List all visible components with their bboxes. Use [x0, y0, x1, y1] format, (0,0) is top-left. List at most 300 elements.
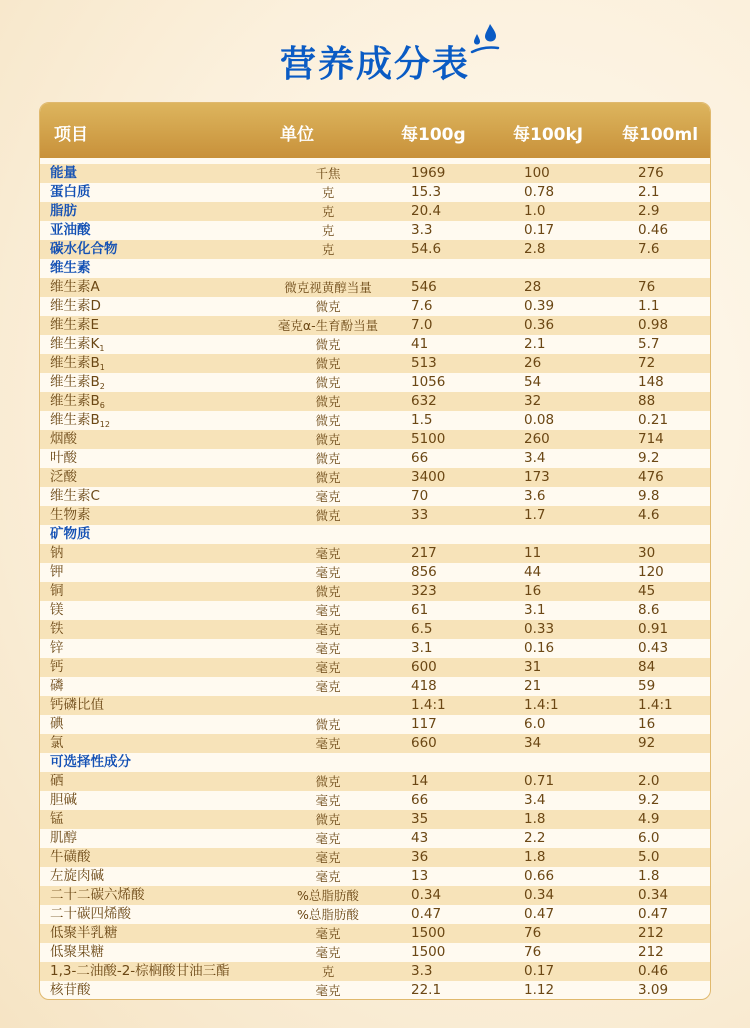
- unit-cell: 毫克: [315, 679, 341, 694]
- per100g-cell: 13: [411, 868, 429, 884]
- per100kj-cell: 44: [524, 564, 542, 580]
- per100ml-cell: 6.0: [638, 830, 660, 846]
- per100ml-cell: 5.0: [638, 849, 660, 865]
- per100g-cell: 600: [411, 659, 437, 675]
- per100g-cell: 1.4:1: [411, 697, 446, 713]
- table-header: [40, 103, 711, 158]
- nutrient-name-text: 矿物质: [50, 526, 91, 542]
- per100kj-cell: 1.7: [524, 507, 546, 523]
- page-title-text: 营养成分表: [279, 44, 470, 85]
- per100kj-cell: 0.17: [524, 222, 555, 238]
- table-body: [40, 164, 711, 1000]
- unit-cell: 毫克: [315, 736, 341, 751]
- per100ml-cell: 476: [638, 469, 664, 485]
- nutrient-subscript: 1: [99, 344, 105, 353]
- nutrient-name-text: 牛磺酸: [50, 849, 91, 865]
- nutrient-name-text: 泛酸: [50, 469, 77, 485]
- unit-cell: 毫克: [315, 793, 341, 808]
- table-row: [40, 791, 711, 810]
- per100g-cell: 418: [411, 678, 437, 694]
- nutrient-name-text: 维生素C: [50, 488, 100, 504]
- nutrient-name: [50, 810, 64, 829]
- nutrient-name: [50, 316, 99, 335]
- per100ml-cell: 0.91: [638, 621, 669, 637]
- table-row: [40, 202, 711, 221]
- per100g-cell: 856: [411, 564, 437, 580]
- per100g-cell: 3400: [411, 469, 446, 485]
- per100kj-cell: 173: [524, 469, 550, 485]
- per100g-cell: 61: [411, 602, 429, 618]
- nutrient-name: [50, 791, 77, 810]
- nutrient-name-text: 钙: [50, 659, 64, 675]
- nutrient-name-text: 镁: [50, 602, 64, 618]
- nutrient-name: [50, 525, 91, 544]
- unit-cell: 毫克: [315, 926, 341, 941]
- nutrient-name: [50, 297, 101, 316]
- section-row: [40, 259, 711, 278]
- unit-cell: 微克: [315, 584, 341, 599]
- table-row: [40, 183, 711, 202]
- per100ml-cell: 0.47: [638, 906, 669, 922]
- per100kj-cell: 1.8: [524, 849, 546, 865]
- per100kj-cell: 1.0: [524, 203, 546, 219]
- nutrient-name: [50, 544, 64, 563]
- table-row: [40, 886, 711, 905]
- nutrient-name: [50, 943, 104, 962]
- unit-cell: 毫克: [315, 660, 341, 675]
- table-row: [40, 696, 711, 715]
- per100ml-cell: 3.09: [638, 982, 669, 998]
- per100g-cell: 6.5: [411, 621, 433, 637]
- nutrient-name-text: 磷: [50, 678, 64, 694]
- per100ml-cell: 0.46: [638, 222, 669, 238]
- nutrient-name-text: 核苷酸: [50, 982, 91, 998]
- nutrient-name: [50, 639, 64, 658]
- per100ml-cell: 84: [638, 659, 656, 675]
- per100ml-cell: 9.8: [638, 488, 660, 504]
- table-row: [40, 943, 711, 962]
- table-row: [40, 240, 711, 259]
- unit-cell: 微克: [315, 337, 341, 352]
- nutrient-name-text: 锰: [50, 811, 64, 827]
- per100kj-cell: 76: [524, 944, 542, 960]
- nutrient-name: [50, 278, 100, 297]
- per100ml-cell: 0.21: [638, 412, 669, 428]
- per100ml-cell: 72: [638, 355, 656, 371]
- nutrient-name: [50, 259, 91, 278]
- nutrient-name-text: 维生素D: [50, 298, 101, 314]
- per100g-cell: 20.4: [411, 203, 442, 219]
- nutrient-name-text: 维生素B: [50, 374, 100, 390]
- per100ml-cell: 212: [638, 925, 664, 941]
- nutrient-name: [50, 392, 105, 411]
- unit-cell: 千焦: [315, 166, 341, 181]
- unit-cell: 微克: [315, 356, 341, 371]
- nutrient-name-text: 可选择性成分: [50, 754, 131, 770]
- unit-cell: 毫克: [315, 622, 341, 637]
- per100kj-cell: 2.8: [524, 241, 546, 257]
- nutrient-name: [50, 715, 64, 734]
- per100g-cell: 5100: [411, 431, 446, 447]
- table-row: [40, 601, 711, 620]
- per100ml-cell: 1.8: [638, 868, 660, 884]
- unit-cell: 克: [321, 964, 335, 979]
- per100ml-cell: 88: [638, 393, 656, 409]
- nutrient-name: [50, 620, 64, 639]
- per100g-cell: 36: [411, 849, 429, 865]
- nutrient-name: [50, 240, 118, 259]
- unit-cell: 微克: [315, 375, 341, 390]
- table-row: [40, 848, 711, 867]
- per100kj-cell: 0.39: [524, 298, 555, 314]
- per100kj-cell: 0.71: [524, 773, 555, 789]
- unit-cell: 毫克: [315, 850, 341, 865]
- nutrient-name-text: 钾: [50, 564, 64, 580]
- per100kj-cell: 34: [524, 735, 542, 751]
- per100g-cell: 1.5: [411, 412, 433, 428]
- table-row: [40, 449, 711, 468]
- nutrient-name: [50, 886, 145, 905]
- per100g-cell: 1969: [411, 165, 446, 181]
- nutrient-subscript: 1: [99, 363, 105, 372]
- table-row: [40, 639, 711, 658]
- nutrient-name: [50, 449, 77, 468]
- header-unit: 单位: [280, 125, 314, 145]
- unit-cell: 毫克: [315, 641, 341, 656]
- nutrient-name-text: 亚油酸: [50, 222, 91, 238]
- per100g-cell: 323: [411, 583, 437, 599]
- unit-cell: 克: [321, 204, 335, 219]
- per100kj-cell: 3.1: [524, 602, 546, 618]
- per100ml-cell: 45: [638, 583, 656, 599]
- table-row: [40, 620, 711, 639]
- nutrient-name-text: 左旋肉碱: [50, 868, 104, 884]
- nutrient-name-text: 生物素: [50, 507, 91, 523]
- nutrient-name-text: 钙磷比值: [50, 697, 104, 713]
- per100g-cell: 513: [411, 355, 437, 371]
- per100kj-cell: 3.4: [524, 792, 546, 808]
- per100kj-cell: 2.2: [524, 830, 546, 846]
- nutrient-name-text: 碘: [50, 716, 64, 732]
- nutrient-name: [50, 924, 118, 943]
- nutrient-name-text: 1,3-二油酸-2-棕榈酸甘油三酯: [50, 963, 230, 979]
- per100kj-cell: 2.1: [524, 336, 546, 352]
- per100ml-cell: 0.98: [638, 317, 669, 333]
- table-row: [40, 297, 711, 316]
- per100g-cell: 14: [411, 773, 429, 789]
- nutrient-name-text: 维生素B: [50, 355, 100, 371]
- unit-cell: 毫克: [315, 869, 341, 884]
- per100g-cell: 3.3: [411, 963, 433, 979]
- per100kj-cell: 1.12: [524, 982, 555, 998]
- nutrient-name: [50, 867, 104, 886]
- table-row: [40, 582, 711, 601]
- per100ml-cell: 30: [638, 545, 656, 561]
- per100g-cell: 3.1: [411, 640, 433, 656]
- nutrient-name: [50, 734, 64, 753]
- table-row: [40, 962, 711, 981]
- nutrient-name-text: 低聚果糖: [50, 944, 104, 960]
- per100ml-cell: 2.9: [638, 203, 660, 219]
- nutrient-name-text: 肌醇: [50, 830, 77, 846]
- nutrient-name: [50, 354, 105, 373]
- nutrient-name-text: 维生素E: [50, 317, 100, 333]
- title-area: [0, 36, 750, 87]
- nutrient-name: [50, 962, 230, 981]
- unit-cell: 克: [321, 223, 335, 238]
- per100ml-cell: 276: [638, 165, 664, 181]
- nutrient-name-text: 胆碱: [50, 792, 77, 808]
- table-row: [40, 335, 711, 354]
- per100ml-cell: 4.6: [638, 507, 660, 523]
- nutrient-name-text: 二十碳四烯酸: [50, 906, 131, 922]
- per100kj-cell: 100: [524, 165, 550, 181]
- per100kj-cell: 31: [524, 659, 542, 675]
- nutrient-name-text: 维生素K: [50, 336, 100, 352]
- per100ml-cell: 76: [638, 279, 656, 295]
- per100kj-cell: 0.36: [524, 317, 555, 333]
- table-row: [40, 981, 711, 1000]
- nutrient-name: [50, 696, 104, 715]
- nutrient-name-text: 二十二碳六烯酸: [50, 887, 145, 903]
- page-title: [280, 36, 470, 87]
- unit-cell: 微克: [315, 451, 341, 466]
- per100kj-cell: 0.47: [524, 906, 555, 922]
- nutrient-name: [50, 563, 64, 582]
- table-row: [40, 810, 711, 829]
- per100g-cell: 66: [411, 450, 429, 466]
- per100kj-cell: 3.4: [524, 450, 546, 466]
- nutrient-name: [50, 411, 110, 430]
- table-row: [40, 411, 711, 430]
- nutrient-name-text: 烟酸: [50, 431, 77, 447]
- nutrient-name: [50, 582, 64, 601]
- nutrient-name-text: 蛋白质: [50, 184, 91, 200]
- header-per100g: 每100g: [401, 125, 466, 145]
- per100g-cell: 54.6: [411, 241, 442, 257]
- table-row: [40, 867, 711, 886]
- per100kj-cell: 0.66: [524, 868, 555, 884]
- unit-cell: 毫克: [315, 546, 341, 561]
- table-row: [40, 164, 711, 183]
- nutrient-name-text: 氯: [50, 735, 64, 751]
- per100ml-cell: 0.34: [638, 887, 669, 903]
- nutrient-name-text: 碳水化合物: [50, 241, 118, 257]
- nutrient-name: [50, 601, 64, 620]
- nutrient-name-text: 维生素A: [50, 279, 100, 295]
- nutrient-name-text: 锌: [50, 640, 64, 656]
- per100g-cell: 632: [411, 393, 437, 409]
- table-row: [40, 487, 711, 506]
- per100g-cell: 33: [411, 507, 429, 523]
- nutrient-name: [50, 430, 77, 449]
- table-row: [40, 544, 711, 563]
- table-row: [40, 658, 711, 677]
- per100g-cell: 0.47: [411, 906, 442, 922]
- per100g-cell: 1500: [411, 925, 446, 941]
- per100kj-cell: 6.0: [524, 716, 546, 732]
- table-row: [40, 829, 711, 848]
- unit-cell: 毫克: [315, 983, 341, 998]
- per100g-cell: 546: [411, 279, 437, 295]
- unit-cell: 微克: [315, 508, 341, 523]
- table-row: [40, 354, 711, 373]
- nutrient-name-text: 维生素B: [50, 412, 100, 428]
- nutrient-name-text: 维生素B: [50, 393, 100, 409]
- nutrient-name-text: 铁: [50, 621, 64, 637]
- header-per100ml: 每100ml: [622, 125, 699, 145]
- nutrient-name-text: 硒: [50, 773, 64, 789]
- per100g-cell: 217: [411, 545, 437, 561]
- per100g-cell: 70: [411, 488, 429, 504]
- per100ml-cell: 9.2: [638, 792, 660, 808]
- unit-cell: 克: [321, 185, 335, 200]
- unit-cell: 毫克: [315, 603, 341, 618]
- per100ml-cell: 0.46: [638, 963, 669, 979]
- nutrient-name: [50, 981, 91, 1000]
- section-row: [40, 525, 711, 544]
- table-row: [40, 316, 711, 335]
- unit-cell: 克: [321, 242, 335, 257]
- per100ml-cell: 148: [638, 374, 664, 390]
- per100ml-cell: 9.2: [638, 450, 660, 466]
- nutrient-name: [50, 202, 77, 221]
- per100g-cell: 0.34: [411, 887, 442, 903]
- unit-cell: 毫克: [315, 565, 341, 580]
- nutrient-name: [50, 506, 91, 525]
- unit-cell: 毫克α-生育酚当量: [277, 318, 379, 333]
- nutrient-name-text: 低聚半乳糖: [50, 925, 118, 941]
- unit-cell: 微克视黄醇当量: [284, 280, 372, 295]
- water-splash-icon: [468, 22, 502, 56]
- unit-cell: 毫克: [315, 831, 341, 846]
- table-row: [40, 468, 711, 487]
- per100kj-cell: 21: [524, 678, 542, 694]
- per100g-cell: 1500: [411, 944, 446, 960]
- table-row: [40, 772, 711, 791]
- per100kj-cell: 0.08: [524, 412, 555, 428]
- per100kj-cell: 76: [524, 925, 542, 941]
- per100kj-cell: 0.33: [524, 621, 555, 637]
- per100g-cell: 41: [411, 336, 429, 352]
- table-row: [40, 392, 711, 411]
- per100g-cell: 1056: [411, 374, 446, 390]
- table-row: [40, 905, 711, 924]
- nutrient-name: [50, 221, 91, 240]
- per100ml-cell: 2.1: [638, 184, 660, 200]
- table-row: [40, 506, 711, 525]
- unit-cell: 毫克: [315, 489, 341, 504]
- per100kj-cell: 28: [524, 279, 542, 295]
- per100ml-cell: 0.43: [638, 640, 669, 656]
- per100kj-cell: 3.6: [524, 488, 546, 504]
- per100ml-cell: 5.7: [638, 336, 660, 352]
- per100kj-cell: 1.4:1: [524, 697, 559, 713]
- nutrient-name: [50, 468, 77, 487]
- per100ml-cell: 4.9: [638, 811, 660, 827]
- unit-cell: 微克: [315, 774, 341, 789]
- per100g-cell: 15.3: [411, 184, 442, 200]
- table-row: [40, 924, 711, 943]
- nutrient-name: [50, 335, 104, 354]
- per100g-cell: 66: [411, 792, 429, 808]
- per100kj-cell: 260: [524, 431, 550, 447]
- unit-cell: %总脂肪酸: [297, 888, 359, 903]
- nutrient-subscript: 2: [99, 382, 105, 391]
- per100ml-cell: 7.6: [638, 241, 660, 257]
- unit-cell: 微克: [315, 299, 341, 314]
- per100g-cell: 7.0: [411, 317, 433, 333]
- per100ml-cell: 2.0: [638, 773, 660, 789]
- per100kj-cell: 0.78: [524, 184, 555, 200]
- per100kj-cell: 16: [524, 583, 542, 599]
- per100ml-cell: 212: [638, 944, 664, 960]
- per100ml-cell: 1.4:1: [638, 697, 673, 713]
- unit-cell: 微克: [315, 394, 341, 409]
- nutrient-name-text: 能量: [50, 165, 77, 181]
- nutrient-name: [50, 183, 91, 202]
- per100ml-cell: 92: [638, 735, 656, 751]
- per100ml-cell: 120: [638, 564, 664, 580]
- unit-cell: 微克: [315, 717, 341, 732]
- per100ml-cell: 59: [638, 678, 656, 694]
- per100kj-cell: 26: [524, 355, 542, 371]
- per100g-cell: 43: [411, 830, 429, 846]
- nutrient-name: [50, 658, 64, 677]
- per100ml-cell: 8.6: [638, 602, 660, 618]
- table-row: [40, 278, 711, 297]
- table-row: [40, 677, 711, 696]
- nutrient-name-text: 铜: [50, 583, 64, 599]
- nutrient-name: [50, 487, 100, 506]
- nutrient-name: [50, 373, 105, 392]
- unit-cell: 微克: [315, 812, 341, 827]
- nutrient-name-text: 钠: [50, 545, 64, 561]
- per100ml-cell: 1.1: [638, 298, 660, 314]
- table-row: [40, 373, 711, 392]
- unit-cell: %总脂肪酸: [297, 907, 359, 922]
- unit-cell: 微克: [315, 470, 341, 485]
- table-row: [40, 221, 711, 240]
- nutrient-name-text: 叶酸: [50, 450, 77, 466]
- per100g-cell: 3.3: [411, 222, 433, 238]
- unit-cell: 微克: [315, 413, 341, 428]
- nutrient-name: [50, 677, 64, 696]
- nutrient-name: [50, 905, 131, 924]
- nutrient-name-text: 维生素: [50, 260, 91, 276]
- nutrition-table: [39, 102, 711, 1000]
- per100g-cell: 117: [411, 716, 437, 732]
- per100g-cell: 660: [411, 735, 437, 751]
- table-row: [40, 563, 711, 582]
- per100ml-cell: 16: [638, 716, 656, 732]
- unit-cell: 微克: [315, 432, 341, 447]
- per100kj-cell: 0.17: [524, 963, 555, 979]
- table-row: [40, 715, 711, 734]
- nutrient-name: [50, 772, 64, 791]
- unit-cell: 毫克: [315, 945, 341, 960]
- per100kj-cell: 54: [524, 374, 542, 390]
- per100kj-cell: 11: [524, 545, 542, 561]
- nutrient-subscript: 12: [99, 420, 110, 429]
- per100kj-cell: 1.8: [524, 811, 546, 827]
- per100g-cell: 22.1: [411, 982, 442, 998]
- per100g-cell: 7.6: [411, 298, 433, 314]
- nutrient-name-text: 脂肪: [50, 203, 77, 219]
- per100kj-cell: 0.34: [524, 887, 555, 903]
- nutrient-subscript: 6: [99, 401, 105, 410]
- per100kj-cell: 32: [524, 393, 542, 409]
